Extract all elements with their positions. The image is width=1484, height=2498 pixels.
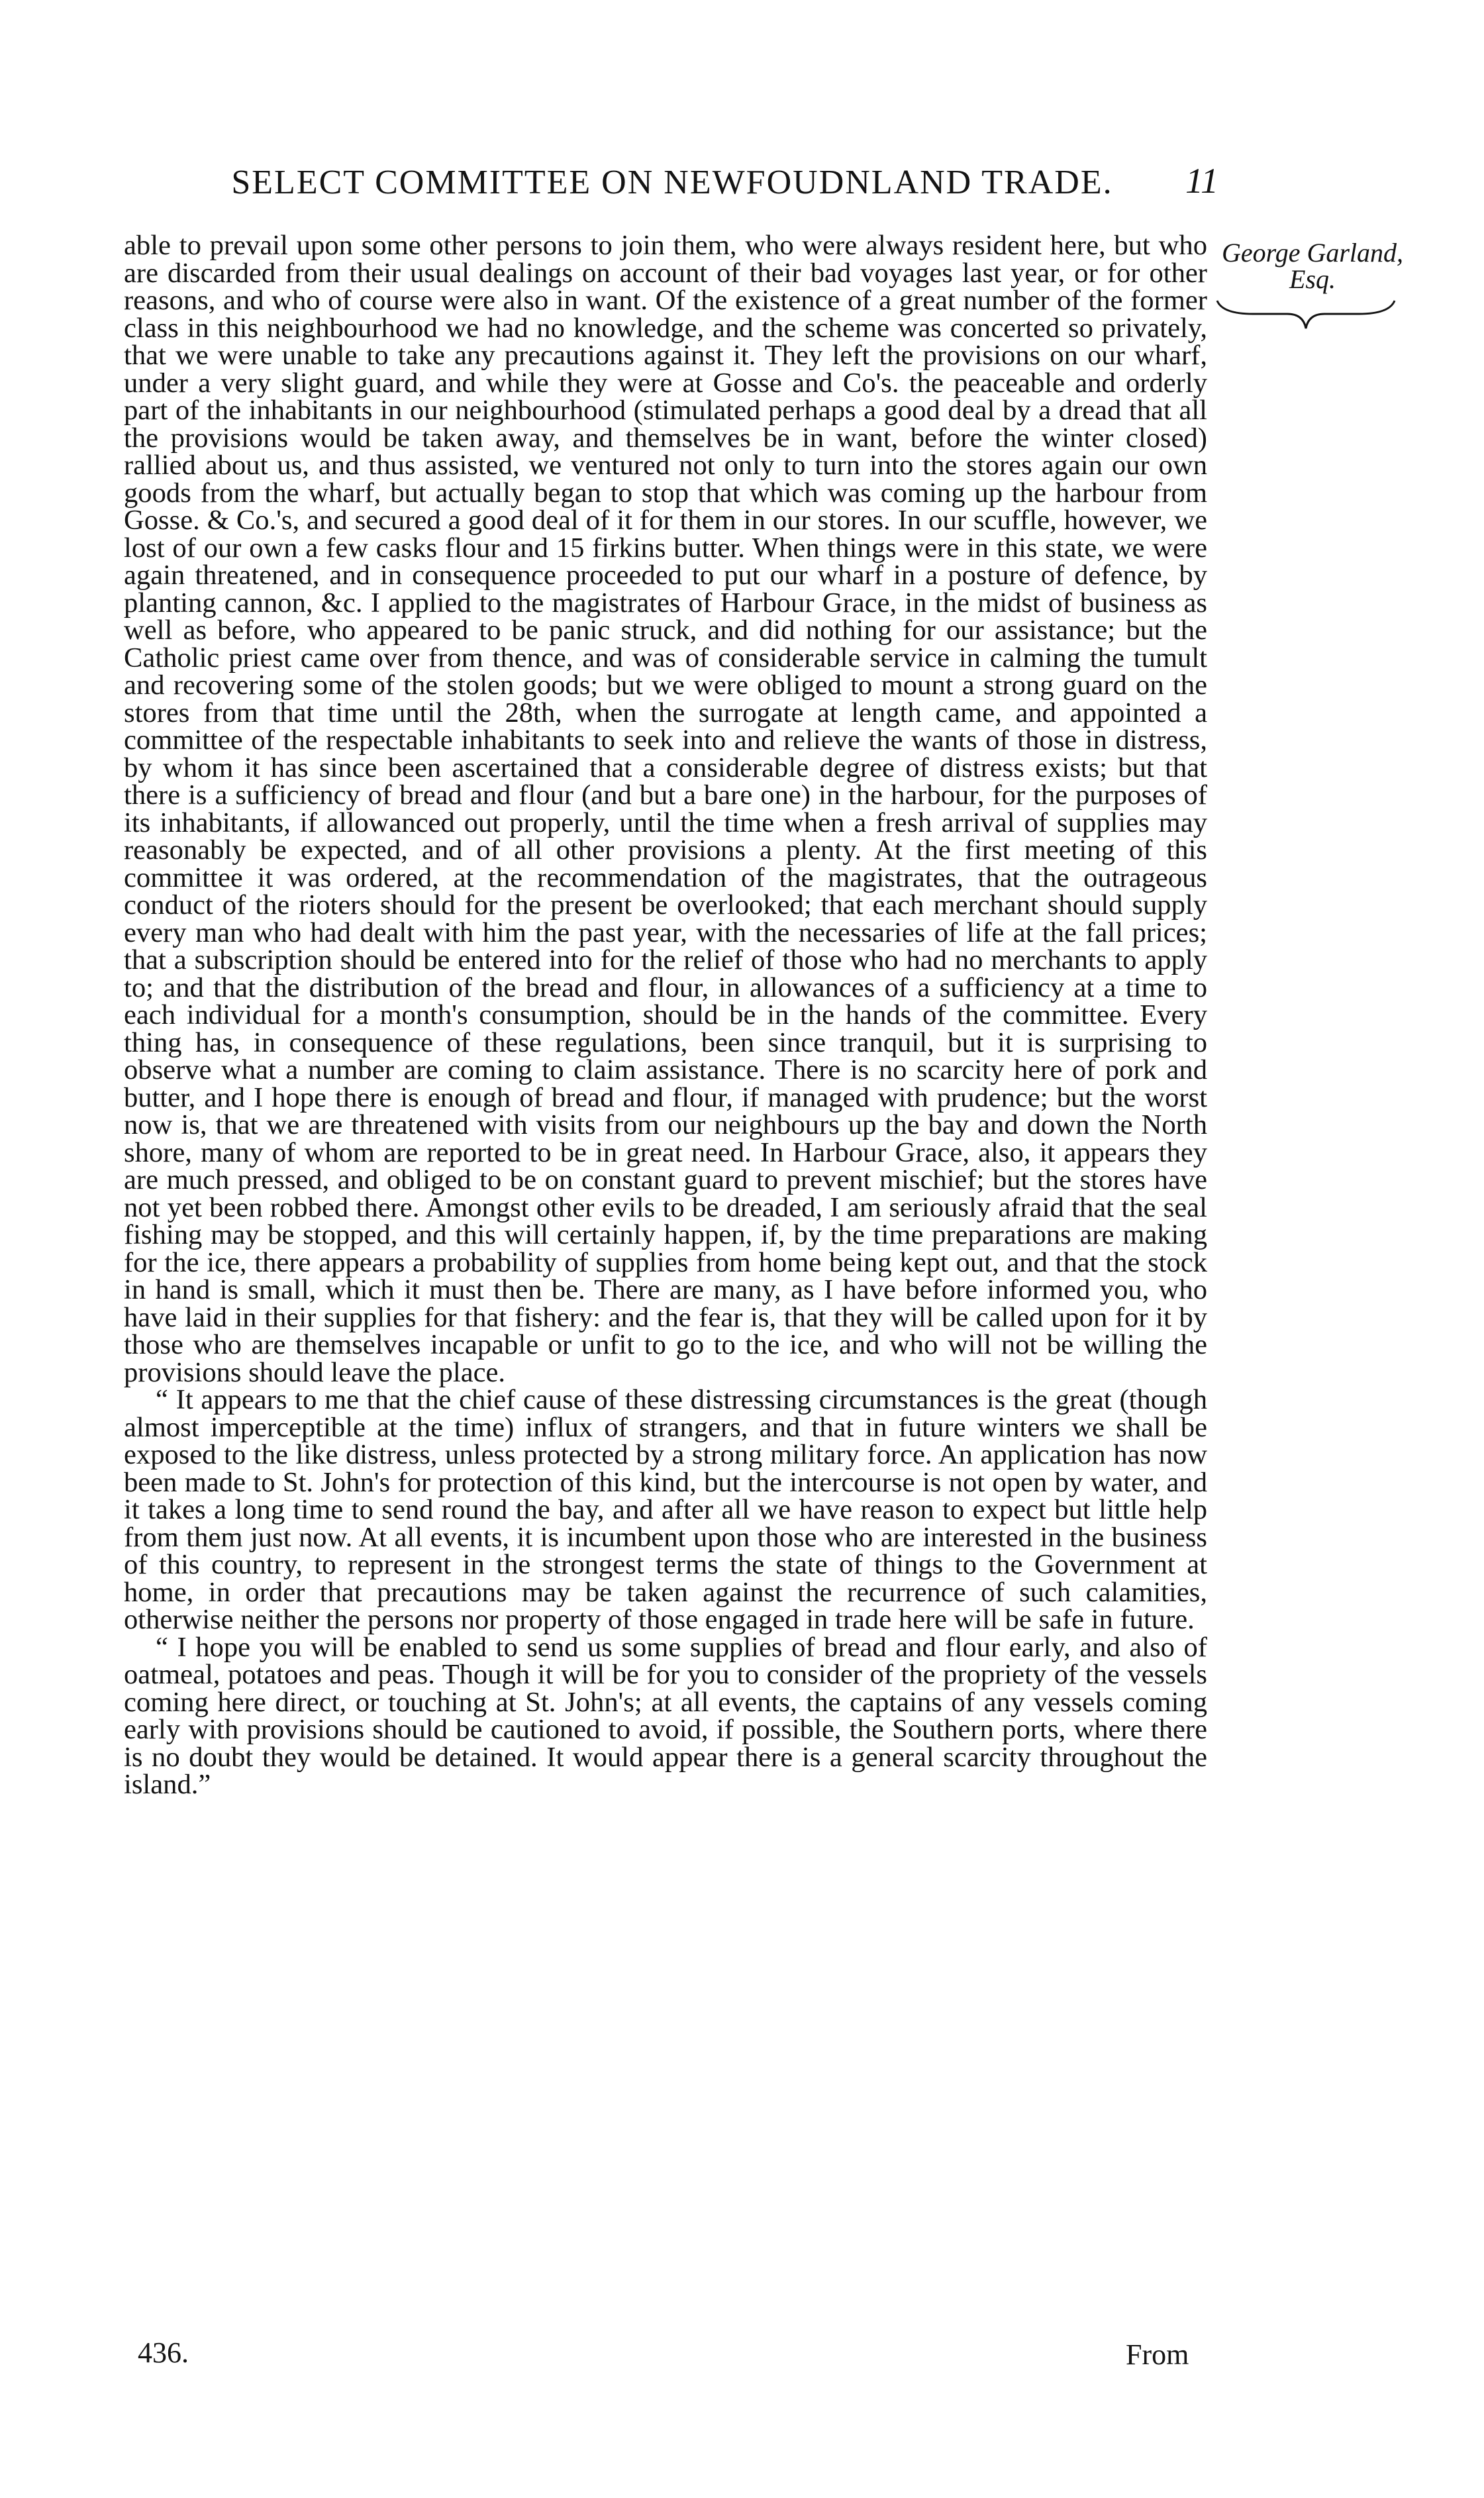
signature-mark: 436. [138,2336,189,2369]
body-text [124,232,1207,1799]
margin-note [1213,240,1412,334]
margin-note-suffix: Esq. [1289,264,1336,294]
paragraph-2: “ It appears to me that the chief cause of these distressing circumstances is the great (though almost imperceptible at the time) influx of strangers, and that in future winters we shall be exposed to the like distress, unless protected by a strong military force. An application has now been made to St. John's for protection of this kind, but the intercourse is not open by water, and it takes a long time to send round the bay, and after all we have reason to expect but little help from them just now. At all events, it is incumbent upon those who are interested in the business of this country, to represent in the strongest terms the state of things to the Government at home, in order that precautions may be taken against the recurrence of such calamities, otherwise neither the persons nor property of those engaged in trade here will be safe in future. [124,1384,1207,1635]
brace-icon [1213,294,1399,334]
catchword: From [1126,2338,1189,2371]
margin-note-name: George Garland, [1221,238,1404,268]
page-number: 11 [1185,161,1218,201]
running-head: SELECT COMMITTEE ON NEWFOUDNLAND TRADE. [231,164,1113,201]
paragraph-3: “ I hope you will be enabled to send us some supplies of bread and flour early, and also of oatmeal, potatoes and peas. Though it will be for you to consider of the propriety of the vessels coming here direct, or touching at St. John's; at all events, the captains of any vessels coming early with provisions should be cautioned to avoid, if possible, the Southern ports, where there is no doubt they would be detained. It would appear there is a general scarcity throughout the island.” [124,1631,1207,1800]
paragraph-1: able to prevail upon some other persons to join them, who were always resident here, but who are discarded from their usual dealings on account of their bad voyages last year, or for other reasons, and who of course were also in want. Of the existence of a great number of the former class in this neighbourhood we had no knowledge, and the scheme was concerted so privately, that we were unable to take any precautions against it. They left the provisions on our wharf, under a very slight guard, and while they were at Gosse and Co's. the peaceable and orderly part of the inhabitants in our neighbourhood (stimulated perhaps a good deal by a dread that all the provisions would be taken away, and themselves be in want, before the winter closed) rallied about us, and thus assisted, we ventured not only to turn into the stores again our own goods from the wharf, but actually began to stop that which was coming up the harbour from Gosse. & Co.'s, and secured a good deal of it for them in our stores. In our scuffle, however, we lost of our own a few casks flour and 15 firkins butter. When things were in this state, we were again threatened, and in consequence proceeded to put our wharf in a posture of defence, by planting cannon, &c. I applied to the magistrates of Harbour Grace, in the midst of business as well as before, who appeared to be panic struck, and did nothing for our assistance; but the Catholic priest came over from thence, and was of considerable service in calming the tumult and recovering some of the stolen goods; but we were obliged to mount a strong guard on the stores from that time until the 28th, when the surrogate at length came, and appointed a committee of the respectable inhabitants to seek into and relieve the wants of those in distress, by whom it has since been ascertained that a considerable degree of distress exists; but that there is a sufficiency of bread and flour (and but a bare one) in the harbour, for the purposes of its inhabitants, if allowanced out properly, until the time when a fresh arrival of supplies may reasonably be expected, and of all other provisions a plenty. At the first meeting of this committee it was ordered, at the recommendation of the magistrates, that the outrageous conduct of the rioters should for the present be overlooked; that each merchant should supply every man who had dealt with him the past year, with the necessaries of life at the fall prices; that a subscription should be entered into for the relief of those who had no merchants to apply to; and that the distribution of the bread and flour, in allowances of a sufficiency at a time to each individual for a month's consumption, should be in the hands of the committee. Every thing has, in consequence of these regulations, been since tranquil, but it is surprising to observe what a number are coming to claim assistance. There is no scarcity here of pork and butter, and I hope there is enough of bread and flour, if managed with prudence; but the worst now is, that we are threatened with visits from our neighbours up the bay and down the North shore, many of whom are reported to be in great need. In Harbour Grace, also, it appears they are much pressed, and obliged to be on constant guard to prevent mischief; but the stores have not yet been robbed there. Amongst other evils to be dreaded, I am seriously afraid that the seal fishing may be stopped, and this will certainly happen, if, by the time preparations are making for the ice, there appears a probability of supplies from home being kept out, and that the stock in hand is small, which it must then be. There are many, as I have before informed you, who have laid in their supplies for that fishery: and the fear is, that they will be called upon for it by those who are themselves incapable or unfit to go to the ice, and who will not be willing the provisions should leave the place. [124,230,1207,1388]
